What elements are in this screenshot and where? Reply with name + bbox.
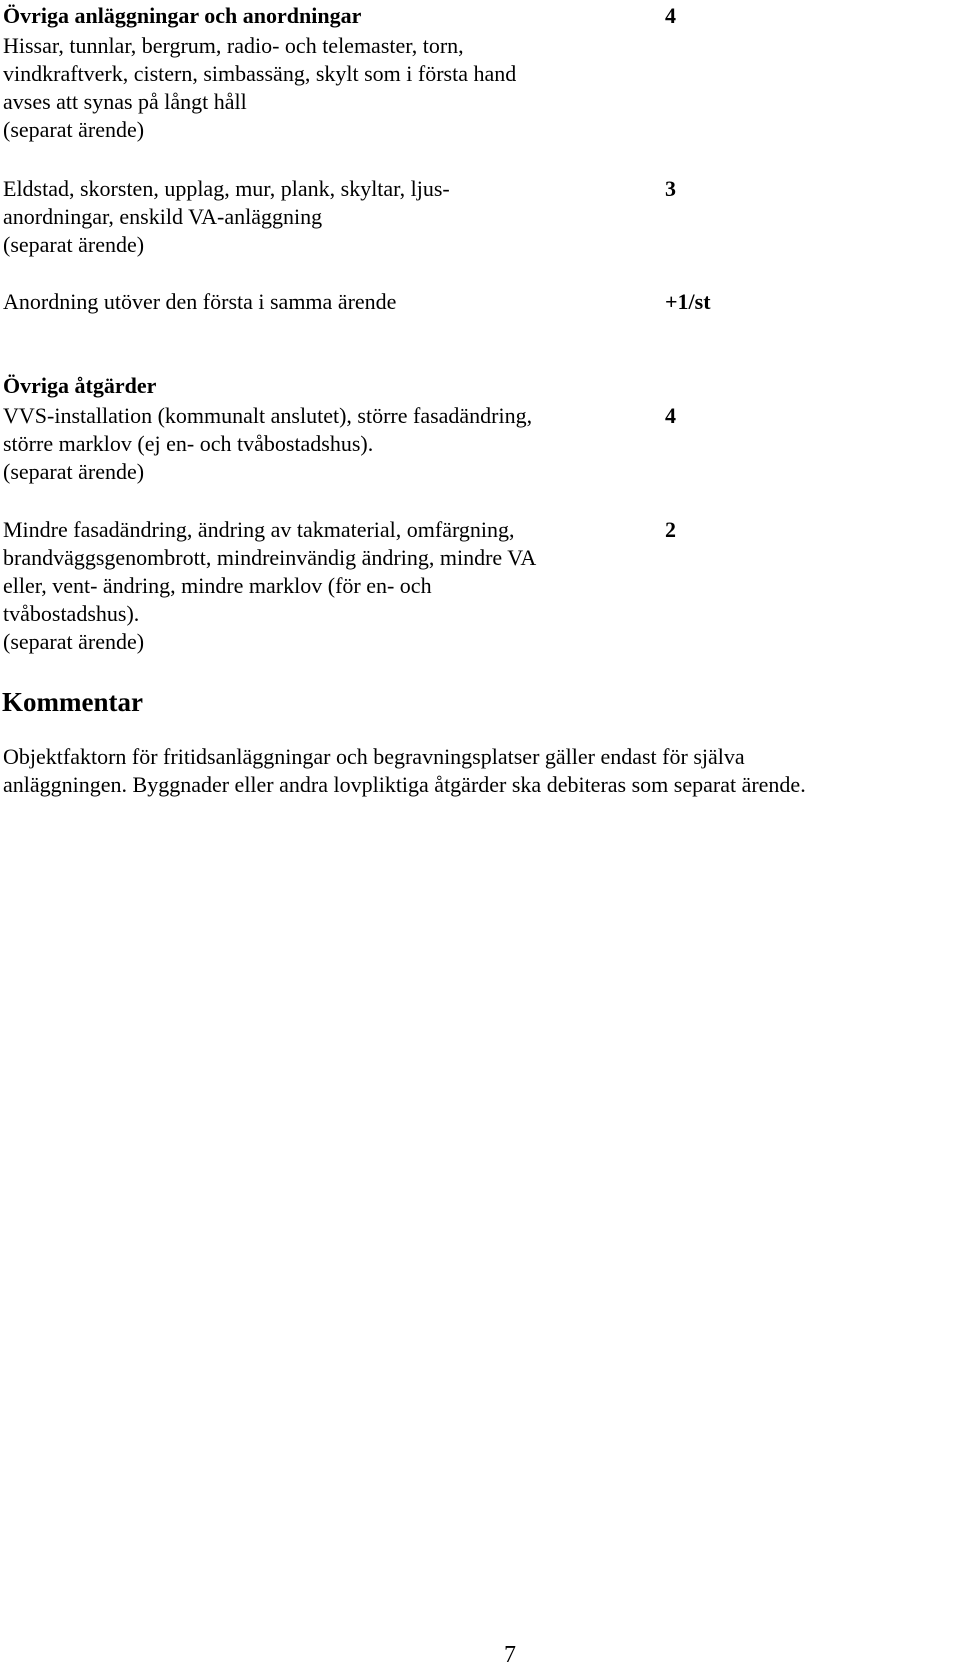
factor-value: +1/st [665, 289, 711, 314]
item-text-line: (separat ärende) [3, 117, 145, 142]
item-text-line: (separat ärende) [3, 232, 145, 257]
item-text-line: Anordning utöver den första i samma ärende [3, 289, 397, 314]
section-title-ovriga-atgarder: Övriga åtgärder [3, 373, 157, 398]
section-title-ovriga-anlaggningar: Övriga anläggningar och anordningar [3, 3, 362, 28]
item-text-line: eller, vent- ändring, mindre marklov (för en- och [3, 573, 432, 598]
factor-value: 4 [665, 3, 676, 28]
item-text-line: (separat ärende) [3, 629, 145, 654]
item-text-line: tvåbostadshus). [3, 601, 140, 626]
comment-text-line: Objektfaktorn för fritidsanläggningar och begravningsplatser gäller endast för själva [3, 744, 745, 769]
item-text-line: Eldstad, skorsten, upplag, mur, plank, skyltar, ljus- [3, 176, 450, 201]
item-text-line: Mindre fasadändring, ändring av takmaterial, omfärgning, [3, 517, 515, 542]
item-text-line: Hissar, tunnlar, bergrum, radio- och telemaster, torn, [3, 33, 464, 58]
item-text-line: avses att synas på långt håll [3, 89, 247, 114]
item-text-line: vindkraftverk, cistern, simbassäng, skylt som i första hand [3, 61, 517, 86]
factor-value: 4 [665, 403, 676, 428]
factor-value: 2 [665, 517, 676, 542]
item-text-line: större marklov (ej en- och tvåbostadshus). [3, 431, 374, 456]
factor-value: 3 [665, 176, 676, 201]
comment-heading: Kommentar [2, 687, 143, 717]
item-text-line: brandväggsgenombrott, mindreinvändig ändring, mindre VA [3, 545, 537, 570]
comment-text-line: anläggningen. Byggnader eller andra lovpliktiga åtgärder ska debiteras som separat ärende. [3, 772, 806, 797]
page-number: 7 [504, 1642, 516, 1668]
item-text-line: VVS-installation (kommunalt anslutet), större fasadändring, [3, 403, 533, 428]
item-text-line: anordningar, enskild VA-anläggning [3, 204, 323, 229]
item-text-line: (separat ärende) [3, 459, 145, 484]
